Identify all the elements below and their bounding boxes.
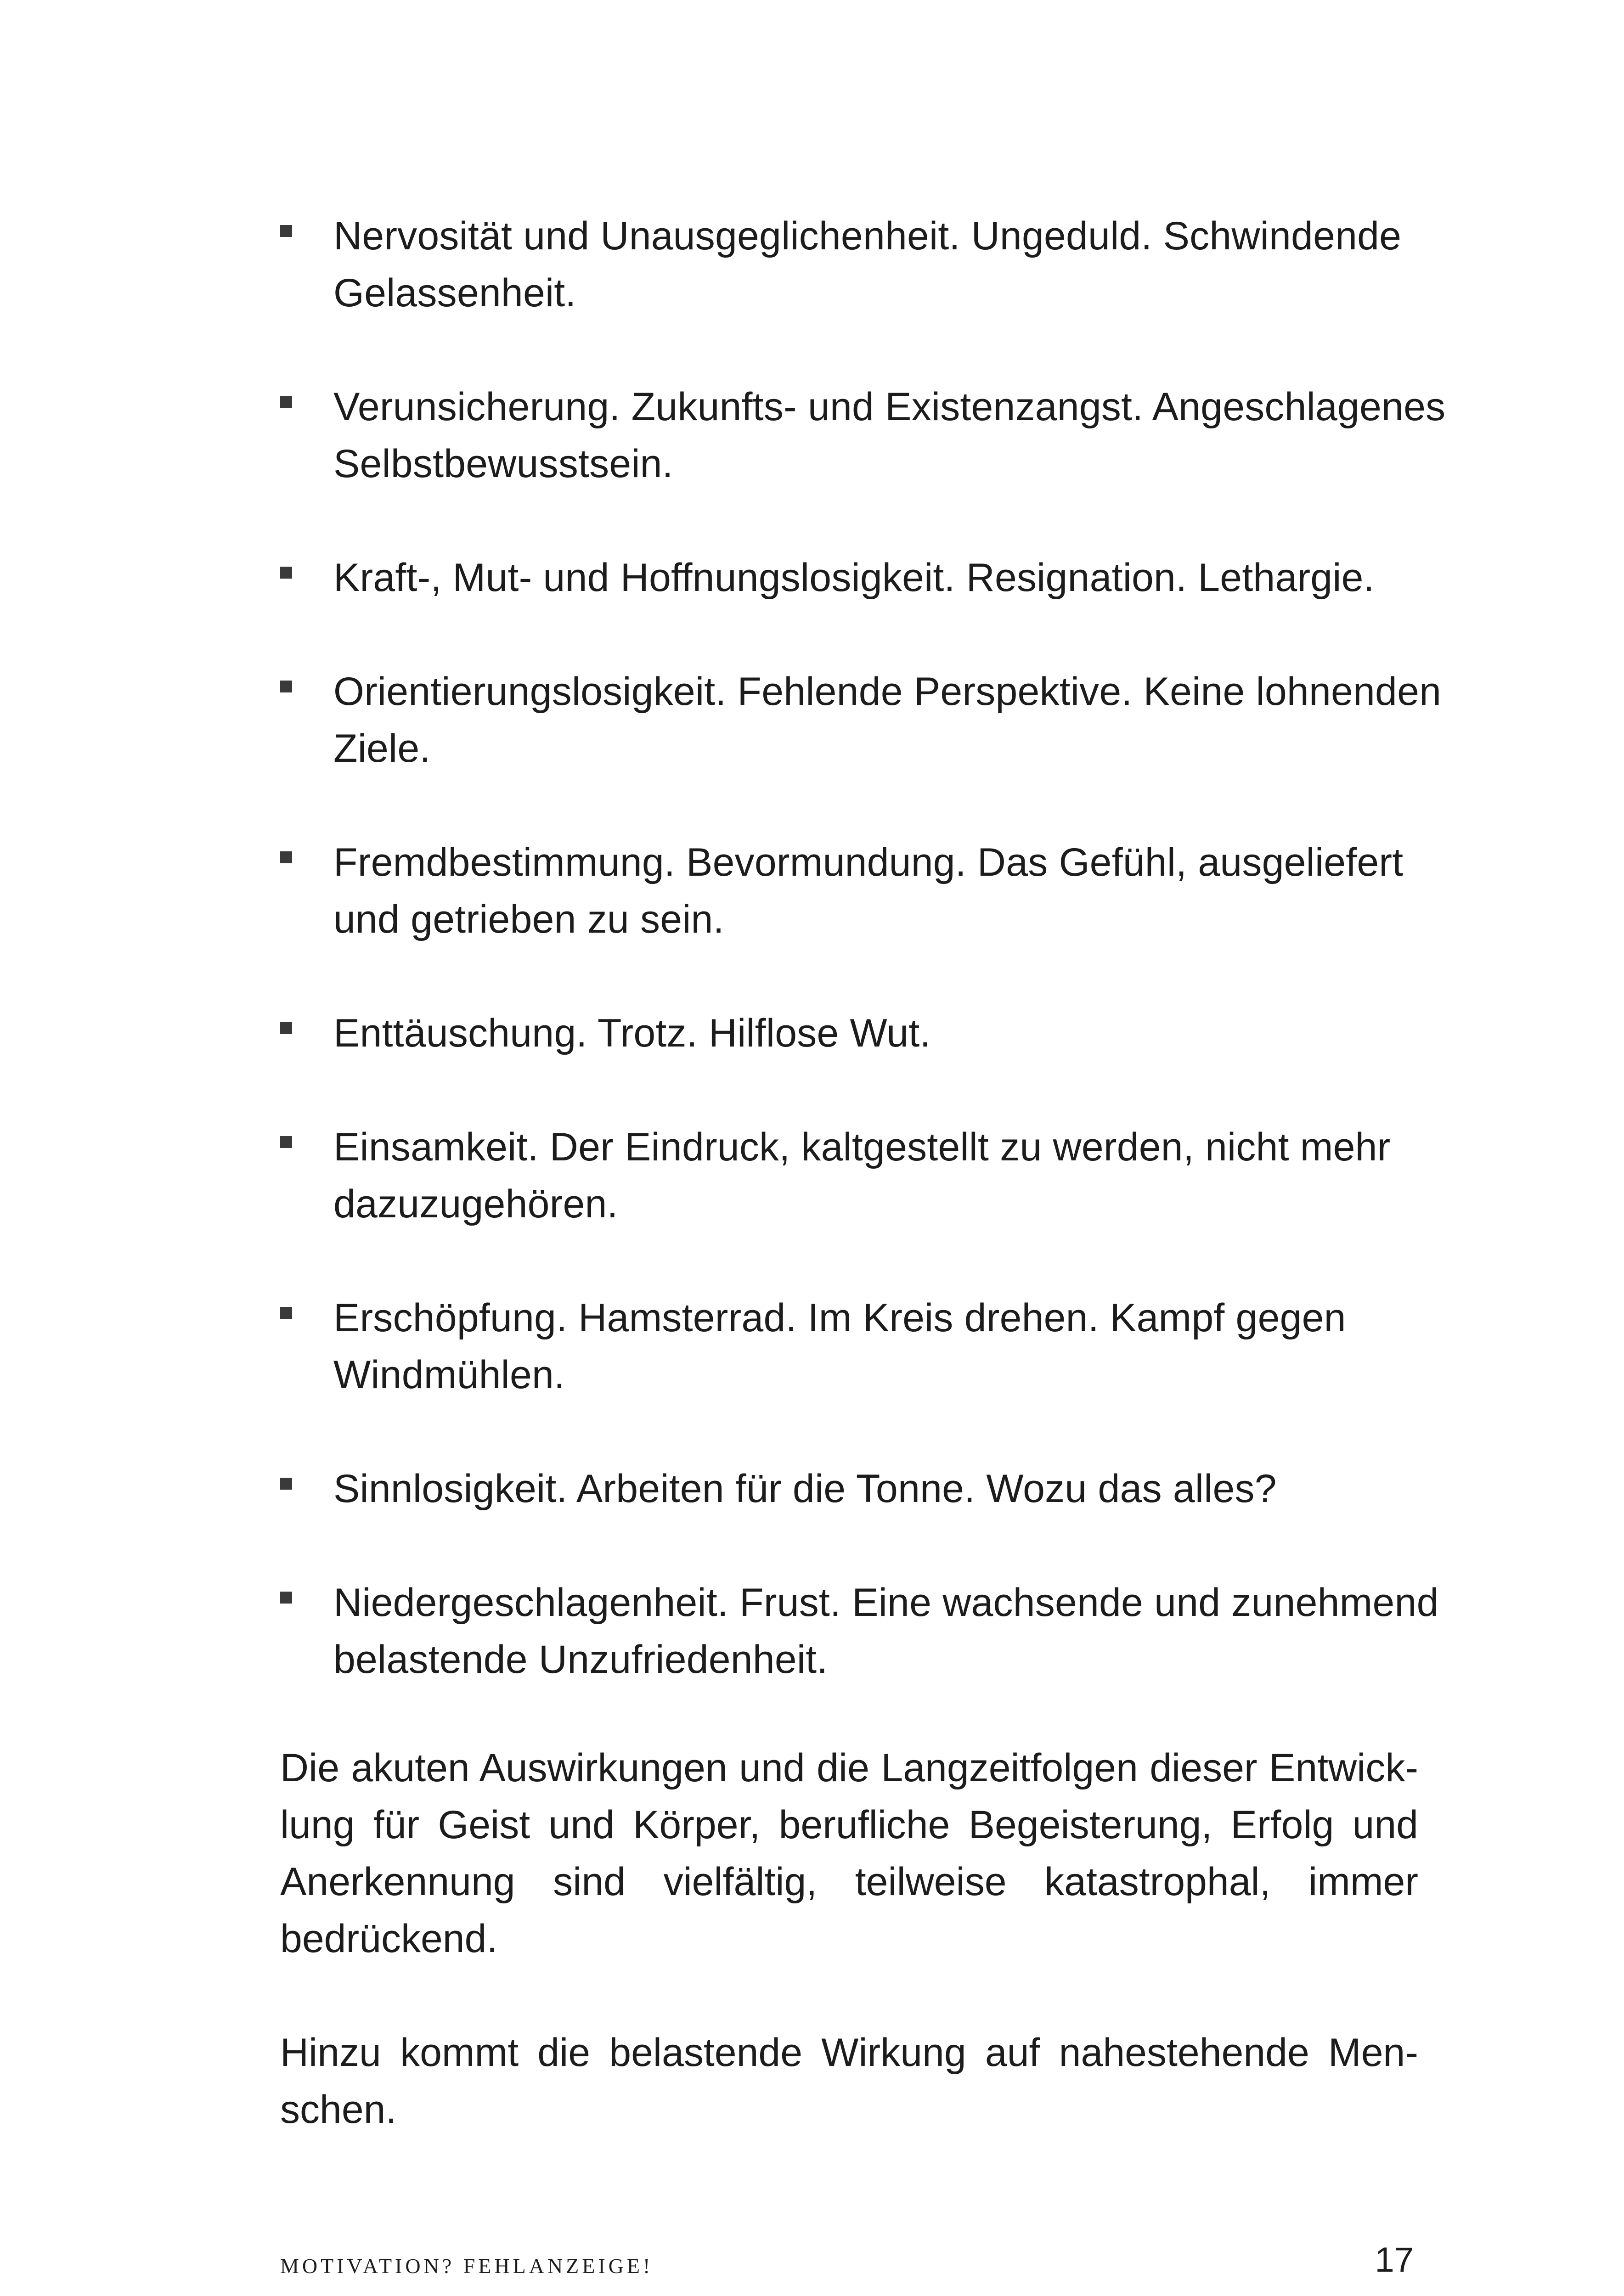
list-item-text: Einsamkeit. Der Eindruck, kaltgestellt zu werden, nicht mehr dazuzugehören. [333, 1125, 1391, 1226]
paragraph: Die akuten Auswirkungen und die Langzeitfolgen dieser Entwicklung für Geist und Körper, berufliche Begeisterung, Erfolg und Anerkennung sind vielfältig, teilweise katastrophal, immer bedrückend. [280, 1746, 1418, 1961]
list-item-text: Nervosität und Unausgeglichenheit. Ungeduld. Schwindende Gelassenheit. [333, 214, 1402, 315]
square-bullet-icon [280, 1136, 292, 1148]
square-bullet-icon [280, 567, 292, 579]
square-bullet-icon [280, 225, 292, 237]
paragraph: Hinzu kommt die belastende Wirkung auf nahestehende Menschen. [280, 2031, 1418, 2132]
list-item-text: Kraft-, Mut- und Hoffnungslosigkeit. Resignation. Lethargie. [333, 556, 1375, 600]
page-number: 17 [1375, 2240, 1414, 2279]
list-item [280, 1574, 1447, 1688]
list-item [280, 549, 1447, 606]
list-item-text: Niedergeschlagenheit. Frust. Eine wachsende und zunehmend belastende Unzufriedenheit. [333, 1581, 1439, 1682]
square-bullet-icon [280, 851, 292, 863]
square-bullet-icon [280, 1022, 292, 1034]
list-item-text: Erschöpfung. Hamsterrad. Im Kreis drehen. Kampf gegen Windmühlen. [333, 1296, 1346, 1397]
square-bullet-icon [280, 1478, 292, 1490]
list-item-text: Verunsicherung. Zukunfts- und Existenzangst. Angeschlagenes Selbstbewusstsein. [333, 385, 1446, 486]
list-item-text: Sinnlosigkeit. Arbeiten für die Tonne. Wozu das alles? [333, 1467, 1277, 1511]
list-item-text: Enttäuschung. Trotz. Hilflose Wut. [333, 1011, 931, 1055]
list-item [280, 208, 1447, 321]
list-item [280, 378, 1447, 492]
body-text [280, 1739, 1418, 2195]
square-bullet-icon [280, 396, 292, 408]
list-item [280, 1119, 1447, 1232]
square-bullet-icon [280, 1307, 292, 1319]
square-bullet-icon [280, 681, 292, 692]
list-item [280, 834, 1447, 948]
list-item-text: Fremdbestimmung. Bevormundung. Das Gefühl, ausgeliefert und getrieben zu sein. [333, 840, 1404, 941]
list-item [280, 1005, 1447, 1062]
list-item [280, 663, 1447, 777]
running-footer-title: MOTIVATION? FEHLANZEIGE! [280, 2254, 654, 2278]
list-item [280, 1460, 1447, 1517]
bullet-list [280, 208, 1447, 1745]
list-item-text: Orientierungslosigkeit. Fehlende Perspektive. Keine lohnenden Ziele. [333, 670, 1442, 771]
list-item [280, 1289, 1447, 1403]
square-bullet-icon [280, 1592, 292, 1604]
